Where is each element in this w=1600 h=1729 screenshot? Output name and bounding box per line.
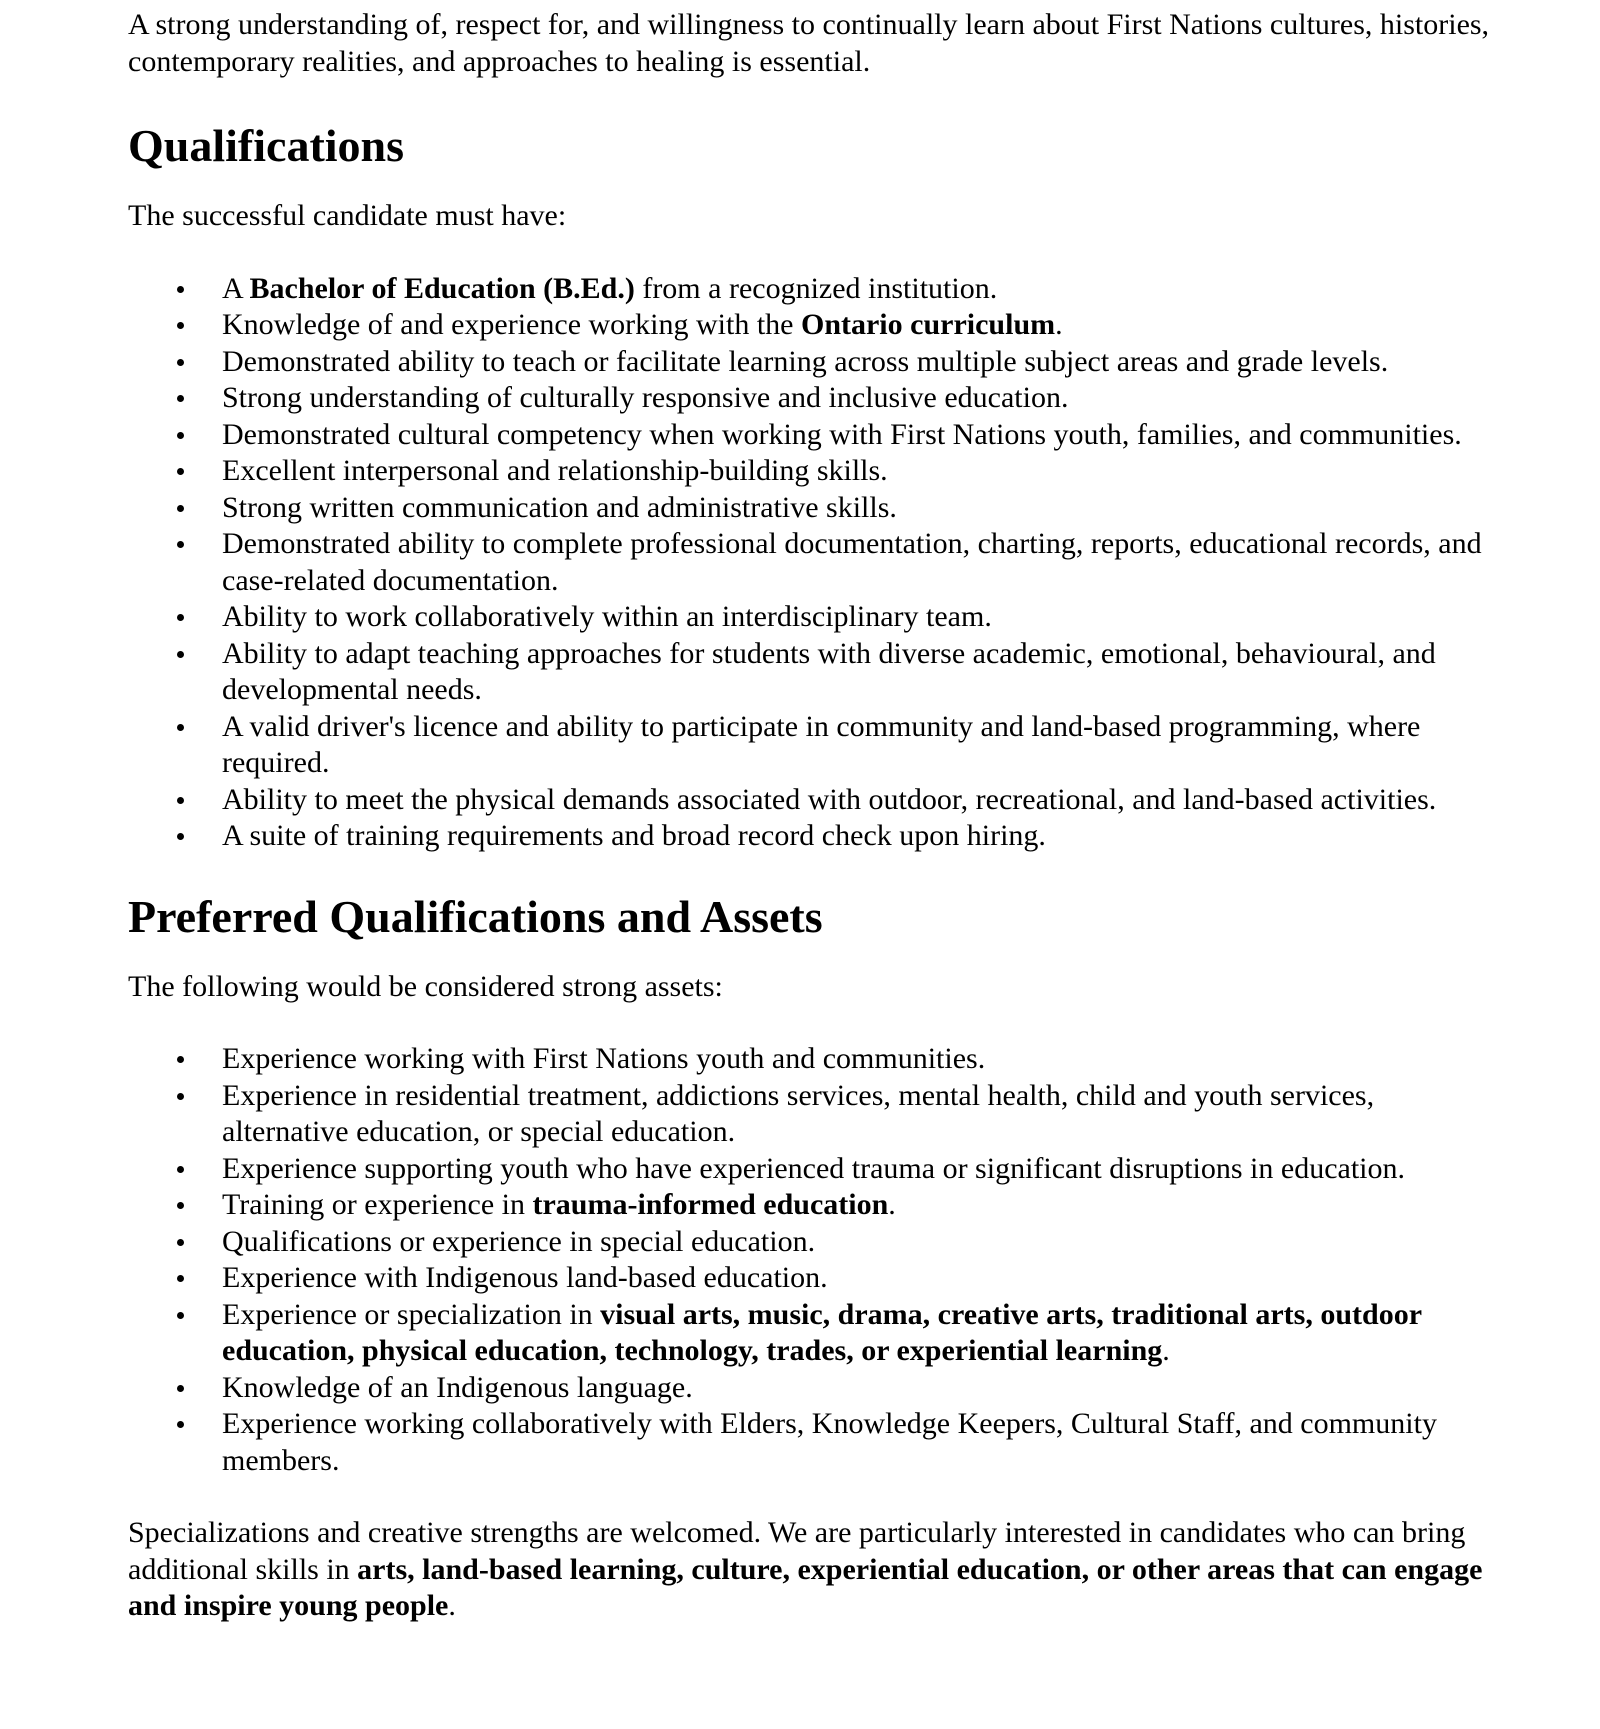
list-item: [128, 599, 1490, 636]
intro-paragraph: A strong understanding of, respect for, and willingness to continually learn about First Nations cultures, histories, contemporary realities, and approaches to healing is essential.: [128, 8, 1490, 78]
list-item-text: Strong understanding of culturally responsive and inclusive education.: [222, 381, 1069, 414]
bullet-icon: [177, 1385, 184, 1392]
list-item: [128, 1078, 1490, 1151]
qualifications-heading: Qualifications: [128, 120, 405, 171]
list-item: [128, 636, 1490, 709]
list-item-emphasis: Bachelor of Education (B.Ed.): [249, 271, 635, 305]
bullet-icon: [177, 614, 184, 621]
list-item: [128, 1041, 1490, 1078]
preferred-list: [128, 1041, 1490, 1479]
bullet-icon: [177, 1239, 184, 1246]
list-item-text: Demonstrated ability to complete professional documentation, charting, reports, educational records, and case-related documentation.: [222, 527, 1482, 597]
list-item-text: Excellent interpersonal and relationship-building skills.: [222, 454, 888, 487]
list-item: [128, 490, 1490, 527]
list-item: [128, 1187, 1490, 1224]
bullet-icon: [177, 1166, 184, 1173]
bullet-icon: [177, 797, 184, 804]
list-item-text: Experience or specialization in: [222, 1297, 601, 1331]
closing-end: .: [448, 1589, 456, 1622]
list-item-emphasis: trauma-informed education: [532, 1188, 889, 1221]
preferred-lead: The following would be considered strong assets:: [128, 969, 723, 1003]
bullet-icon: [177, 833, 184, 840]
closing-emphasis: arts, land-based learning, culture, experiential education, or other areas that can engage and inspire young people: [128, 1552, 1483, 1622]
list-item: [128, 1406, 1490, 1479]
list-item: [128, 1260, 1490, 1297]
list-item-emphasis: Ontario curriculum: [800, 308, 1056, 341]
list-item: [128, 380, 1490, 417]
list-item: [128, 1297, 1490, 1370]
bullet-icon: [177, 432, 184, 439]
list-item: [128, 1151, 1490, 1188]
bullet-icon: [177, 1275, 184, 1282]
bullet-icon: [177, 286, 184, 293]
bullet-icon: [177, 541, 184, 548]
list-item: [128, 453, 1490, 490]
qualifications-lead: The successful candidate must have:: [128, 199, 567, 232]
list-item-text: A valid driver's licence and ability to participate in community and land-based programming, where required.: [222, 709, 1421, 779]
bullet-icon: [177, 1202, 184, 1209]
list-item-text: Strong written communication and administrative skills.: [222, 490, 897, 524]
list-item-text: Ability to adapt teaching approaches for students with diverse academic, emotional, behavioural, and developmental needs.: [222, 636, 1436, 706]
bullet-icon: [177, 468, 184, 475]
list-item-text: Experience working with First Nations youth and communities.: [222, 1042, 986, 1075]
closing-paragraph: [128, 1515, 1490, 1625]
bullet-icon: [177, 395, 184, 402]
list-item: [128, 709, 1490, 782]
bullet-icon: [177, 359, 184, 366]
list-item-text: Knowledge of an Indigenous language.: [222, 1370, 693, 1404]
list-item: [128, 271, 1490, 308]
bullet-icon: [177, 651, 184, 658]
bullet-icon: [177, 1421, 184, 1428]
list-item: [128, 1370, 1490, 1407]
list-item-text: Ability to work collaboratively within an interdisciplinary team.: [222, 600, 992, 633]
list-item-text: .: [888, 1188, 896, 1221]
list-item-text: .: [1162, 1334, 1170, 1367]
preferred-heading: Preferred Qualifications and Assets: [128, 890, 823, 942]
closing-text: Specializations and creative strengths are welcomed. We are particularly interested in candidates who can bring additional skills in: [128, 1516, 1466, 1586]
list-item: [128, 1224, 1490, 1261]
list-item: [128, 307, 1490, 344]
list-item-text: Experience supporting youth who have experienced trauma or significant disruptions in education.: [222, 1151, 1405, 1185]
bullet-icon: [177, 1056, 184, 1063]
list-item-text: .: [1055, 308, 1063, 341]
list-item: [128, 417, 1490, 454]
list-item-text: Ability to meet the physical demands associated with outdoor, recreational, and land-based activities.: [222, 782, 1437, 816]
list-item-text: Training or experience in: [222, 1188, 533, 1221]
bullet-icon: [177, 505, 184, 512]
list-item-emphasis: visual arts, music, drama, creative arts, traditional arts, outdoor education, physical education, technology, trades, or experiential learning: [222, 1297, 1422, 1367]
bullet-icon: [177, 1312, 184, 1319]
list-item: [128, 818, 1490, 855]
list-item-text: Experience with Indigenous land-based education.: [222, 1261, 828, 1294]
list-item-text: Experience working collaboratively with Elders, Knowledge Keepers, Cultural Staff, and community members.: [222, 1407, 1437, 1477]
list-item: [128, 344, 1490, 381]
list-item: [128, 526, 1490, 599]
list-item-text: Experience in residential treatment, addictions services, mental health, child and youth services, alternative education, or special education.: [222, 1078, 1375, 1148]
list-item: [128, 782, 1490, 819]
bullet-icon: [177, 322, 184, 329]
bullet-icon: [177, 1093, 184, 1100]
list-item-text: Demonstrated ability to teach or facilitate learning across multiple subject areas and grade levels.: [222, 344, 1389, 378]
list-item-text: Qualifications or experience in special education.: [222, 1224, 816, 1258]
bullet-icon: [177, 724, 184, 731]
list-item-text: A suite of training requirements and broad record check upon hiring.: [222, 819, 1046, 852]
list-item-text: from a recognized institution.: [634, 271, 998, 305]
qualifications-list: [128, 271, 1490, 855]
list-item-text: Knowledge of and experience working with the: [222, 308, 801, 341]
list-item-text: Demonstrated cultural competency when working with First Nations youth, families, and communities.: [222, 417, 1462, 451]
list-item-text: A: [222, 271, 250, 305]
